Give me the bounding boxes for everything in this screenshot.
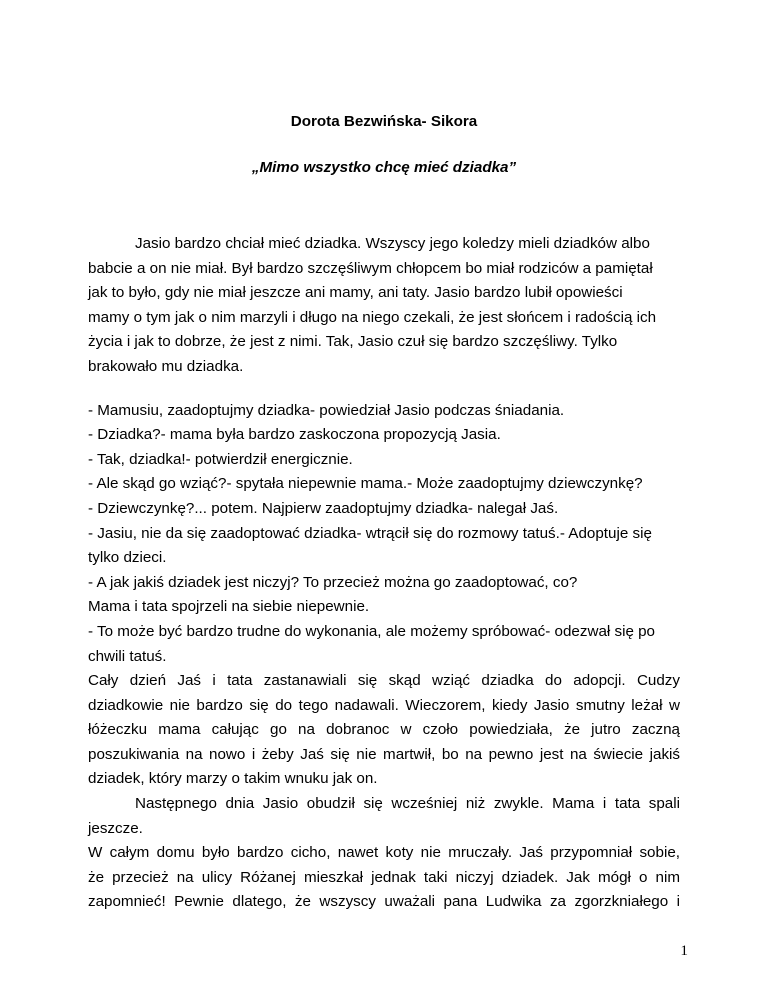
text-line: łóżeczku mama całując go na dobranoc w czoło powiedziała, że jutro zaczną [88, 721, 680, 739]
text-line: W całym domu było bardzo cicho, nawet koty nie mruczały. Jaś przypomniał sobie, [88, 844, 680, 862]
text-line: poszukiwania na nowo i żeby Jaś się nie martwił, bo na pewno jest na świecie jakiś [88, 745, 680, 763]
dialogue-line: - Ale skąd go wziąć?- spytała niepewnie mama.- Może zaadoptujmy dziewczynkę? [88, 475, 643, 493]
text-line: życia i jak to dobrze, że jest z nimi. Tak, Jasio czuł się bardzo szczęśliwy. Tylko [88, 333, 618, 351]
dialogue-line: - Jasiu, nie da się zaadoptować dziadka- wtrącił się do rozmowy tatuś.- Adoptuje się [88, 524, 652, 542]
text-line: że przecież na ulicy Różanej mieszkał jednak taki niczyj dziadek. Jak mógł o nim [88, 868, 680, 886]
text-line: zapomnieć! Pewnie dlatego, że wszyscy uważali pana Ludwika za zgorzkniałego i [88, 893, 680, 911]
text-line: jak to było, gdy nie miał jeszcze ani mamy, ani taty. Jasio bardzo lubił opowieści [88, 284, 623, 302]
dialogue-line: - Dziewczynkę?... potem. Najpierw zaadoptujmy dziadka- nalegał Jaś. [88, 499, 559, 517]
text-line: Jasio bardzo chciał mieć dziadka. Wszyscy jego koledzy mieli dziadków albo [135, 235, 650, 252]
text-line: dziadkowie nie bardzo się do tego nadawali. Wieczorem, kiedy Jasio smutny leżał w [88, 696, 680, 714]
text-line: Następnego dnia Jasio obudził się wcześniej niż zwykle. Mama i tata spali [135, 795, 680, 813]
paragraph-house [88, 841, 680, 915]
text-line: mamy o tym jak o nim marzyli i długo na niego czekali, że jest słońcem i radością ich [88, 308, 657, 326]
text-line: babcie a on nie miał. Był bardzo szczęśliwym chłopcem bo miał rodziców a pamiętał [88, 259, 653, 277]
paragraph-morning [88, 792, 680, 841]
paragraph-search [88, 669, 680, 792]
text-line: jeszcze. [88, 819, 143, 837]
paragraph-gap [88, 380, 680, 399]
text-line: dziadek, który marzy o takim wnuku jak on. [88, 770, 378, 788]
text-line: brakowało mu dziadka. [88, 357, 244, 375]
paragraph-intro [88, 232, 680, 380]
dialogue-line: - To może być bardzo trudne do wykonania, ale możemy spróbować- odezwał się po [88, 622, 656, 640]
dialogue-line: chwili tatuś. [88, 647, 167, 665]
page-number: 1 [680, 942, 688, 959]
dialogue-line: - Dziadka?- mama była bardzo zaskoczona propozycją Jasia. [88, 426, 501, 444]
dialogue-line: tylko dzieci. [88, 549, 167, 567]
story-body [88, 232, 680, 915]
dialogue-line: - Mamusiu, zaadoptujmy dziadka- powiedział Jasio podczas śniadania. [88, 401, 565, 419]
story-title: „Mimo wszystko chcę mieć dziadka” [251, 159, 517, 176]
dialogue-line: - Tak, dziadka!- potwierdził energicznie. [88, 450, 353, 468]
author-name: Dorota Bezwińska- Sikora [290, 113, 478, 130]
text-line: Cały dzień Jaś i tata zastanawiali się skąd wziąć dziadka do adopcji. Cudzy [88, 672, 680, 690]
dialogue-line: Mama i tata spojrzeli na siebie niepewnie. [88, 598, 370, 616]
dialogue-line: - A jak jakiś dziadek jest niczyj? To przecież można go zaadoptować, co? [88, 573, 578, 591]
paragraph-dialogue [88, 399, 680, 670]
